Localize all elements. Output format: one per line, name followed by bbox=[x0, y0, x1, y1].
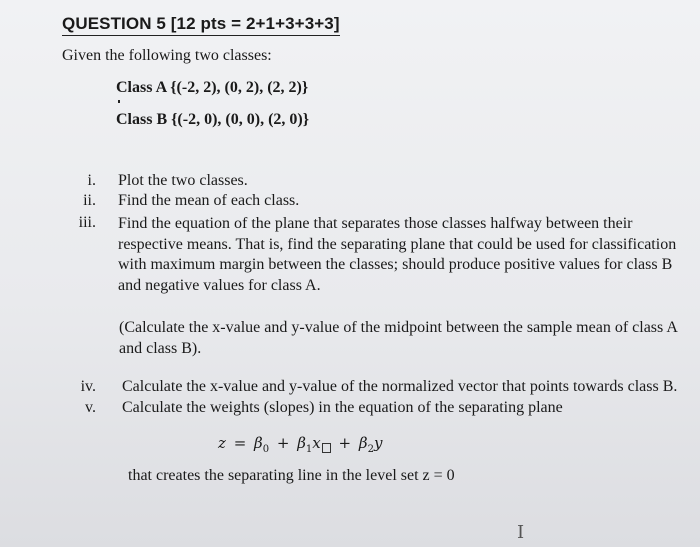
formula-subscript: 2 bbox=[367, 444, 374, 455]
class-b-definition: Class B {(-2, 0), (0, 0), (2, 0)} bbox=[116, 111, 310, 128]
intro-text: Given the following two classes: bbox=[62, 47, 272, 64]
item-number: iii. bbox=[78, 214, 96, 231]
plane-equation bbox=[218, 434, 382, 455]
midpoint-note: (Calculate the x-value and y-value of the midpoint between the sample mean of class A and class B). bbox=[119, 319, 678, 357]
item-number: i. bbox=[87, 172, 96, 189]
formula-lhs: z bbox=[218, 434, 226, 452]
question-title: QUESTION 5 [12 pts = 2+1+3+3+3] bbox=[62, 14, 340, 36]
stray-mark bbox=[118, 100, 120, 103]
formula-subscript: 1 bbox=[305, 444, 313, 455]
formula-subscript: 0 bbox=[262, 444, 270, 455]
missing-glyph-box bbox=[322, 443, 331, 453]
formula-beta: β bbox=[297, 434, 306, 452]
item-number: iv. bbox=[80, 378, 96, 395]
item-text: Find the mean of each class. bbox=[118, 192, 300, 209]
formula-equals: = bbox=[233, 434, 247, 452]
item-text: Calculate the weights (slopes) in the equation of the separating plane bbox=[122, 399, 563, 416]
item-text: Plot the two classes. bbox=[118, 172, 248, 189]
formula-plus: + bbox=[276, 434, 290, 452]
text-cursor-icon: I bbox=[517, 522, 525, 543]
formula-beta: β bbox=[358, 434, 368, 452]
formula-y: y bbox=[373, 434, 383, 452]
item-text: Find the equation of the plane that separates those classes halfway between their respective means. That is, find the separating plane that could be used for classification with maximum margin between the classes; should produce positive values for class B and negative values for class A. bbox=[118, 215, 677, 294]
formula-beta: β bbox=[254, 434, 263, 452]
formula-plus: + bbox=[338, 434, 352, 452]
item-text: Calculate the x-value and y-value of the normalized vector that points towards class B. bbox=[122, 378, 678, 395]
level-set-text: that creates the separating line in the level set z = 0 bbox=[128, 467, 455, 484]
formula-x: x bbox=[312, 434, 321, 452]
class-a-definition: Class A {(-2, 2), (0, 2), (2, 2)} bbox=[116, 79, 309, 96]
item-number: ii. bbox=[83, 192, 96, 209]
item-number: v. bbox=[85, 399, 96, 416]
